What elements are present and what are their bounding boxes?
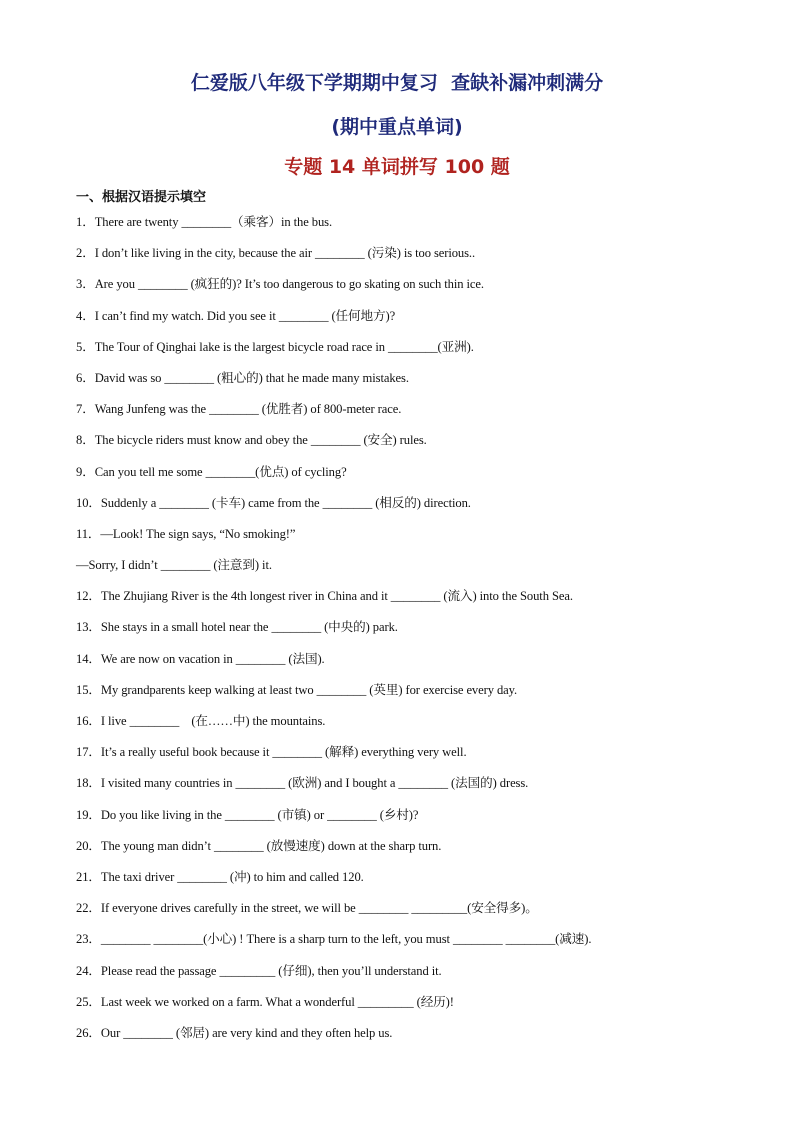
document-title: 仁爱版八年级下学期期中复习 查缺补漏冲刺满分 — [190, 72, 604, 94]
question-item: 3．Are you ________ (疯狂的)? It’s too dangerous to go skating on such thin ice. — [76, 277, 484, 292]
question-item: 12．The Zhujiang River is the 4th longest river in China and it ________ (流入) into the South Sea. — [76, 589, 573, 604]
question-list — [76, 212, 726, 1054]
question-item: 26．Our ________ (邻居) are very kind and they often help us. — [76, 1025, 393, 1040]
question-item: 15．My grandparents keep walking at least two ________ (英里) for exercise every day. — [76, 682, 518, 697]
question-item: 14．We are now on vacation in ________ (法国). — [76, 651, 325, 666]
question-item: 8．The bicycle riders must know and obey the ________ (安全) rules. — [76, 433, 427, 448]
question-item: 20．The young man didn’t ________ (放慢速度) down at the sharp turn. — [76, 838, 442, 853]
document-subtitle: (期中重点单词) — [331, 116, 463, 138]
question-item: 9．Can you tell me some ________(优点) of cycling? — [76, 464, 347, 479]
question-item: 13．She stays in a small hotel near the ________ (中央的) park. — [76, 620, 398, 635]
question-item: 25．Last week we worked on a farm. What a wonderful _________ (经历)! — [76, 994, 454, 1009]
question-item: 4．I can’t find my watch. Did you see it ________ (任何地方)? — [76, 308, 396, 323]
section-heading: 一、根据汉语提示填空 — [76, 190, 207, 205]
question-item: 22．If everyone drives carefully in the street, we will be ________ _________(安全得多)。 — [76, 901, 538, 916]
question-item: 21．The taxi driver ________ (冲) to him and called 120. — [76, 869, 364, 884]
question-item: 19．Do you like living in the ________ (市镇) or ________ (乡村)? — [76, 807, 419, 822]
topic-title: 专题 14 单词拼写 100 题 — [284, 156, 510, 178]
question-item: 23．________ ________(小心) ! There is a sharp turn to the left, you must ________ ________(减速). — [76, 932, 592, 947]
question-item: 1．There are twenty ________（乘客）in the bus. — [76, 215, 333, 229]
question-item: 24．Please read the passage _________ (仔细), then you’ll understand it. — [76, 963, 442, 978]
question-item: 16．I live ________ (在……中) the mountains. — [76, 714, 326, 728]
question-item: 18．I visited many countries in ________ (欧洲) and I bought a ________ (法国的) dress. — [76, 776, 529, 791]
question-item: 5．The Tour of Qinghai lake is the largest bicycle road race in ________(亚洲). — [76, 339, 474, 354]
question-item: 2．I don’t like living in the city, because the air ________ (污染) is too serious.. — [76, 246, 476, 261]
question-item: 10．Suddenly a ________ (卡车) came from the ________ (相反的) direction. — [76, 495, 471, 510]
question-item: 7．Wang Junfeng was the ________ (优胜者) of 800-meter race. — [76, 402, 402, 417]
question-item: —Sorry, I didn’t ________ (注意到) it. — [76, 558, 272, 573]
question-item: 11．—Look! The sign says, “No smoking!” — [76, 526, 296, 541]
question-item: 6．David was so ________ (粗心的) that he made many mistakes. — [76, 370, 409, 385]
question-item: 17．It’s a really useful book because it ________ (解释) everything very well. — [76, 745, 467, 760]
